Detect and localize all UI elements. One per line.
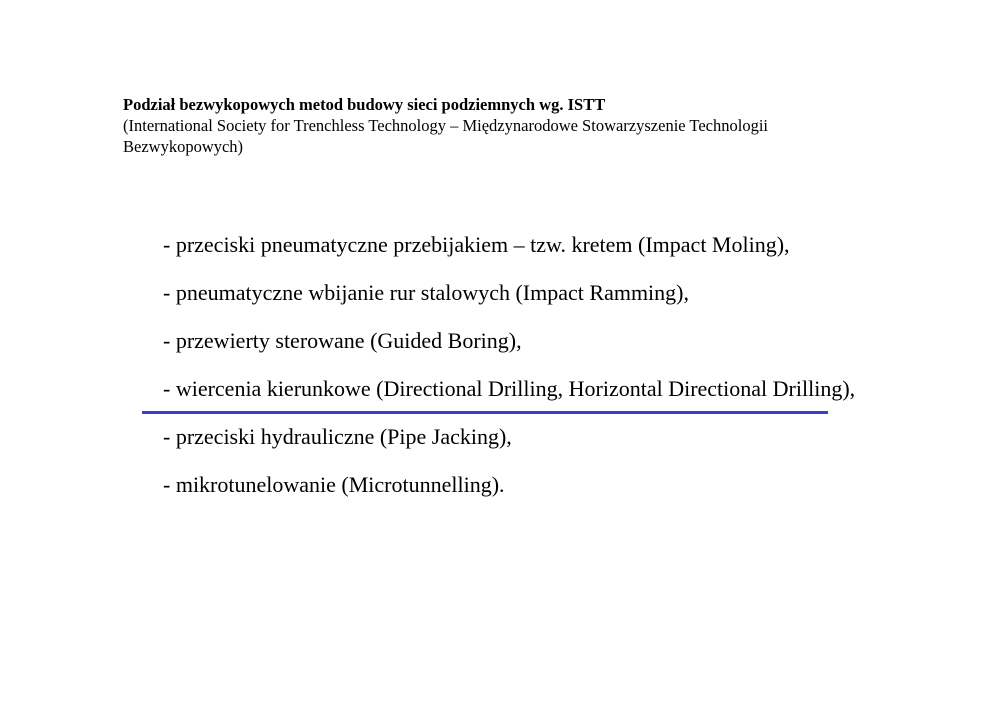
document-header — [123, 94, 883, 157]
method-item-directional-drilling: - wiercenia kierunkowe (Directional Drilling, Horizontal Directional Drilling), — [163, 376, 856, 401]
method-list — [163, 233, 855, 521]
document-title: Podział bezwykopowych metod budowy sieci podziemnych wg. ISTT — [123, 95, 606, 114]
highlight-underline — [142, 411, 828, 414]
method-item-guided-boring: - przewierty sterowane (Guided Boring), — [163, 328, 522, 353]
method-item-microtunnelling: - mikrotunelowanie (Microtunnelling). — [163, 472, 505, 497]
document-subtitle: (International Society for Trenchless Technology – Międzynarodowe Stowarzyszenie Technologii Bezwykopowych) — [123, 116, 769, 156]
method-item-pipe-jacking: - przeciski hydrauliczne (Pipe Jacking), — [163, 424, 512, 449]
method-item-impact-ramming: - pneumatyczne wbijanie rur stalowych (Impact Ramming), — [163, 280, 689, 305]
method-item-impact-moling: - przeciski pneumatyczne przebijakiem – tzw. kretem (Impact Moling), — [163, 232, 790, 257]
